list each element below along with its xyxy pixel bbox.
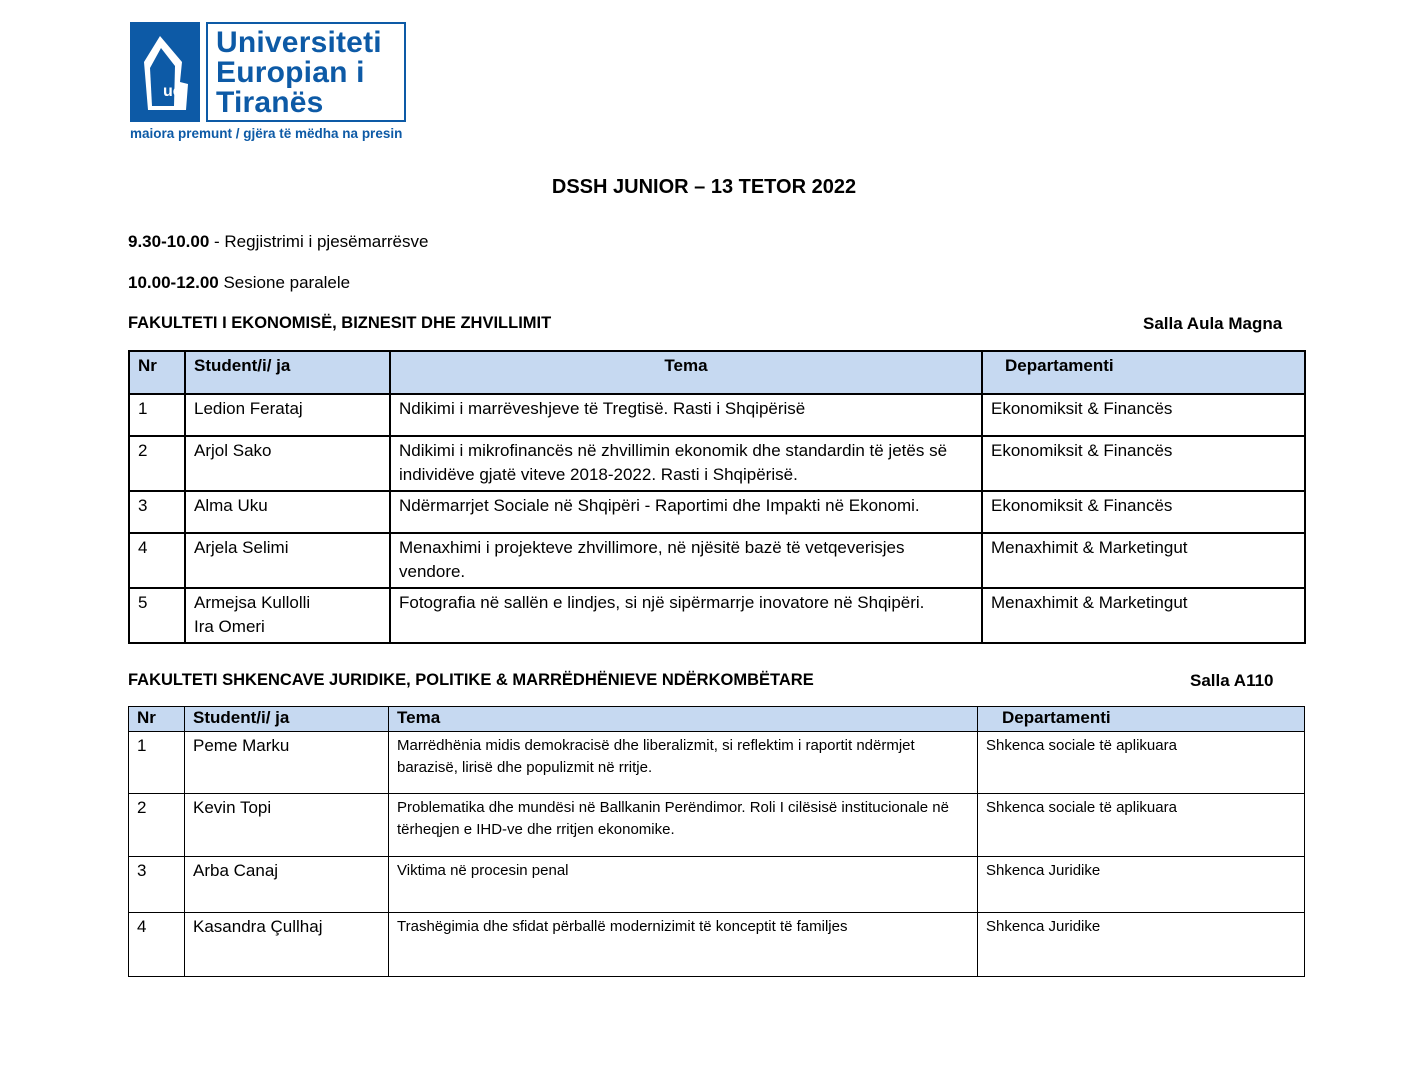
table-row (129, 533, 1305, 588)
student-name: Ira Omeri (194, 617, 265, 636)
logo-line-2: Europian i (216, 56, 365, 89)
table-row (129, 732, 1305, 794)
cell-tema: Problematika dhe mundësi në Ballkanin Perëndimor. Roli I cilësisë institucionale në tërheqjen e IHD-ve dhe rritjen ekonomike. (389, 794, 978, 857)
cell-nr: 3 (129, 491, 185, 533)
cell-tema: Ndikimi i marrëveshjeve të Tregtisë. Rasti i Shqipërisë (390, 394, 982, 436)
header-nr: Nr (129, 351, 185, 394)
cell-tema: Ndërmarrjet Sociale në Shqipëri - Raportimi dhe Impakti në Ekonomi. (390, 491, 982, 533)
faculty-1-title: FAKULTETI I EKONOMISË, BIZNESIT DHE ZHVILLIMIT (128, 314, 552, 332)
cell-student: Kevin Topi (185, 794, 389, 857)
cell-nr: 3 (129, 857, 185, 913)
header-nr: Nr (129, 707, 185, 732)
cell-nr: 2 (129, 794, 185, 857)
cell-departamenti: Menaxhimit & Marketingut (982, 533, 1305, 588)
logo-tagline: maiora premunt / gjëra të mëdha na presin (130, 126, 403, 141)
cell-tema: Fotografia në sallën e lindjes, si një sipërmarrje inovatore në Shqipëri. (390, 588, 982, 643)
logo-emblem-icon (130, 22, 200, 122)
header-tema: Tema (390, 351, 982, 394)
header-student: Student/i/ ja (185, 351, 390, 394)
schedule-text: - Regjistrimi i pjesëmarrësve (209, 232, 429, 251)
cell-nr: 4 (129, 913, 185, 977)
logo-line-3: Tiranës (216, 86, 324, 119)
cell-tema: Trashëgimia dhe sfidat përballë modernizimit të konceptit të familjes (389, 913, 978, 977)
cell-nr: 2 (129, 436, 185, 491)
cell-student: Peme Marku (185, 732, 389, 794)
svg-text:uet: uet (163, 83, 187, 100)
header-tema: Tema (389, 707, 978, 732)
table-header-row (129, 707, 1305, 732)
cell-tema: Ndikimi i mikrofinancës në zhvillimin ekonomik dhe standardin të jetës së individëve gjatë viteve 2018-2022. Rasti i Shqipërisë. (390, 436, 982, 491)
student-name: Armejsa Kullolli (194, 593, 311, 612)
cell-departamenti: Ekonomiksit & Financës (982, 491, 1305, 533)
faculty-1-room: Salla Aula Magna (1143, 314, 1283, 333)
cell-nr: 1 (129, 732, 185, 794)
cell-nr: 5 (129, 588, 185, 643)
table-row (129, 794, 1305, 857)
faculty-2-table (128, 706, 1305, 977)
cell-departamenti: Ekonomiksit & Financës (982, 394, 1305, 436)
header-departamenti: Departamenti (978, 707, 1305, 732)
faculty-1-table (128, 350, 1306, 644)
cell-nr: 1 (129, 394, 185, 436)
cell-tema: Marrëdhënia midis demokracisë dhe liberalizmit, si reflektim i raportit ndërmjet barazisë, lirisë dhe populizmit në rritje. (389, 732, 978, 794)
faculty-2-title: FAKULTETI SHKENCAVE JURIDIKE, POLITIKE & MARRËDHËNIEVE NDËRKOMBËTARE (128, 671, 814, 689)
cell-departamenti: Shkenca Juridike (978, 913, 1305, 977)
logo-wordmark (206, 22, 406, 122)
table-row (129, 857, 1305, 913)
cell-student: Kasandra Çullhaj (185, 913, 389, 977)
header-student: Student/i/ ja (185, 707, 389, 732)
table-row (129, 394, 1305, 436)
header-departamenti: Departamenti (982, 351, 1305, 394)
cell-departamenti: Ekonomiksit & Financës (982, 436, 1305, 491)
cell-departamenti: Shkenca sociale të aplikuara (978, 732, 1305, 794)
cell-student: Arjol Sako (185, 436, 390, 491)
schedule-text: Sesione paralele (218, 273, 351, 292)
faculty-2-room: Salla A110 (1190, 671, 1274, 690)
table-row (129, 588, 1305, 643)
cell-departamenti: Shkenca sociale të aplikuara (978, 794, 1305, 857)
schedule-line-sessions (128, 273, 350, 293)
schedule-time: 9.30-10.00 (128, 232, 210, 251)
cell-departamenti: Shkenca Juridike (978, 857, 1305, 913)
cell-tema: Viktima në procesin penal (389, 857, 978, 913)
cell-nr: 4 (129, 533, 185, 588)
cell-student: Arba Canaj (185, 857, 389, 913)
table-row (129, 913, 1305, 977)
table-header-row (129, 351, 1305, 394)
page-title: DSSH JUNIOR – 13 TETOR 2022 (551, 176, 857, 198)
cell-student (185, 588, 390, 643)
cell-student: Alma Uku (185, 491, 390, 533)
cell-tema: Menaxhimi i projekteve zhvillimore, në njësitë bazë të vetqeverisjes vendore. (390, 533, 982, 588)
cell-student: Arjela Selimi (185, 533, 390, 588)
schedule-time: 10.00-12.00 (128, 273, 219, 292)
cell-student: Ledion Ferataj (185, 394, 390, 436)
table-row (129, 491, 1305, 533)
cell-departamenti: Menaxhimit & Marketingut (982, 588, 1305, 643)
university-logo (130, 22, 415, 144)
table-row (129, 436, 1305, 491)
schedule-line-registration (128, 232, 428, 252)
logo-line-1: Universiteti (216, 26, 382, 59)
